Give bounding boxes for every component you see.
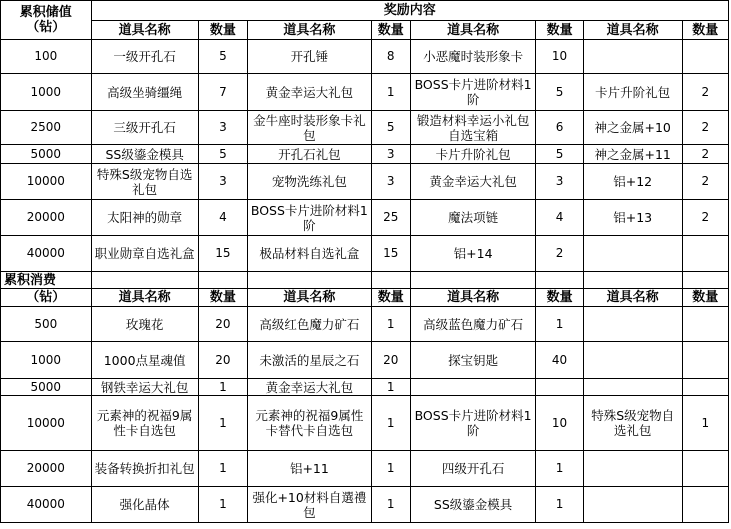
item-name-cell: BOSS卡片进阶材料1阶: [248, 200, 372, 236]
item-quantity-cell: 4: [536, 200, 583, 236]
col-header-quantity: 数量: [682, 21, 728, 40]
item-name-cell: [583, 307, 682, 342]
accum-recharge-unit: （钻）: [26, 20, 66, 35]
col-header-item-name: 道具名称: [583, 21, 682, 40]
item-name-cell: 卡片升阶礼包: [410, 145, 536, 164]
item-quantity-cell: 5: [198, 145, 247, 164]
item-quantity-cell: 1: [371, 487, 410, 523]
item-quantity-cell: [682, 236, 728, 272]
item-quantity-cell: [682, 40, 728, 74]
accum-consume-unit: （钻）: [1, 289, 92, 307]
blank-cell: [248, 272, 372, 289]
consume-header-row: [1, 272, 729, 289]
table-row: [1, 236, 729, 272]
item-quantity-cell: 2: [682, 200, 728, 236]
consume-column-header-row: [1, 289, 729, 307]
blank-cell: [583, 272, 682, 289]
item-name-cell: [583, 379, 682, 396]
item-quantity-cell: 1: [536, 451, 583, 487]
item-quantity-cell: 3: [198, 164, 247, 200]
item-quantity-cell: 2: [682, 74, 728, 111]
table-row: [1, 111, 729, 145]
col-header-item-name: 道具名称: [91, 289, 198, 307]
blank-cell: [198, 272, 247, 289]
item-quantity-cell: [536, 379, 583, 396]
item-quantity-cell: 4: [198, 200, 247, 236]
item-name-cell: 铝+12: [583, 164, 682, 200]
item-name-cell: 四级开孔石: [410, 451, 536, 487]
item-quantity-cell: 20: [198, 307, 247, 342]
item-quantity-cell: 1: [682, 396, 728, 451]
item-name-cell: 卡片升阶礼包: [583, 74, 682, 111]
col-header-quantity: 数量: [682, 289, 728, 307]
col-header-quantity: 数量: [536, 289, 583, 307]
item-name-cell: BOSS卡片进阶材料1阶: [410, 396, 536, 451]
item-name-cell: 强化+10材料自選禮包: [248, 487, 372, 523]
amount-cell: 40000: [1, 487, 92, 523]
item-name-cell: 1000点星魂值: [91, 342, 198, 379]
col-header-item-name: 道具名称: [248, 289, 372, 307]
item-name-cell: 特殊S级宠物自选礼包: [91, 164, 198, 200]
item-quantity-cell: 40: [536, 342, 583, 379]
item-name-cell: SS级鎏金模具: [410, 487, 536, 523]
blank-cell: [682, 272, 728, 289]
item-quantity-cell: 2: [682, 111, 728, 145]
table-row: [1, 487, 729, 523]
item-quantity-cell: 1: [371, 396, 410, 451]
table-row: [1, 74, 729, 111]
item-name-cell: 宠物洗练礼包: [248, 164, 372, 200]
item-quantity-cell: 1: [371, 379, 410, 396]
item-quantity-cell: 15: [371, 236, 410, 272]
item-quantity-cell: 3: [371, 164, 410, 200]
blank-cell: [91, 272, 198, 289]
col-header-quantity: 数量: [371, 289, 410, 307]
amount-cell: 5000: [1, 379, 92, 396]
amount-cell: 40000: [1, 236, 92, 272]
col-header-item-name: 道具名称: [410, 21, 536, 40]
item-quantity-cell: 1: [536, 487, 583, 523]
col-header-item-name: 道具名称: [248, 21, 372, 40]
item-quantity-cell: 3: [536, 164, 583, 200]
item-name-cell: 开孔石礼包: [248, 145, 372, 164]
item-quantity-cell: 10: [536, 40, 583, 74]
col-header-item-name: 道具名称: [91, 21, 198, 40]
item-quantity-cell: 5: [198, 40, 247, 74]
amount-cell: 10000: [1, 396, 92, 451]
item-quantity-cell: [682, 307, 728, 342]
accum-recharge-label: 累积储值: [19, 5, 72, 20]
item-name-cell: 铝+11: [248, 451, 372, 487]
item-quantity-cell: 15: [198, 236, 247, 272]
item-name-cell: 黄金幸运大礼包: [248, 74, 372, 111]
item-name-cell: 黄金幸运大礼包: [410, 164, 536, 200]
accum-recharge-header: [1, 1, 92, 40]
item-name-cell: [583, 40, 682, 74]
item-name-cell: 探宝钥匙: [410, 342, 536, 379]
col-header-quantity: 数量: [371, 21, 410, 40]
item-quantity-cell: 8: [371, 40, 410, 74]
amount-cell: 2500: [1, 111, 92, 145]
item-name-cell: 装备转换折扣礼包: [91, 451, 198, 487]
amount-cell: 5000: [1, 145, 92, 164]
table-row: [1, 200, 729, 236]
item-quantity-cell: 7: [198, 74, 247, 111]
accum-consume-label: 累积消费: [1, 272, 92, 289]
item-name-cell: 黄金幸运大礼包: [248, 379, 372, 396]
item-name-cell: 太阳神的勋章: [91, 200, 198, 236]
table-row: [1, 40, 729, 74]
item-name-cell: 特殊S级宠物自选礼包: [583, 396, 682, 451]
table-row: [1, 342, 729, 379]
item-name-cell: 元素神的祝福9属性卡替代卡自选包: [248, 396, 372, 451]
header-row-top: [1, 1, 729, 21]
item-quantity-cell: 2: [682, 164, 728, 200]
table-row: [1, 379, 729, 396]
col-header-item-name: 道具名称: [583, 289, 682, 307]
item-quantity-cell: 5: [536, 145, 583, 164]
item-quantity-cell: 2: [682, 145, 728, 164]
item-name-cell: 开孔锤: [248, 40, 372, 74]
col-header-quantity: 数量: [198, 289, 247, 307]
item-name-cell: 金牛座时装形象卡礼包: [248, 111, 372, 145]
table-row: [1, 451, 729, 487]
item-quantity-cell: 1: [198, 379, 247, 396]
item-name-cell: [583, 236, 682, 272]
item-name-cell: 极品材料自选礼盒: [248, 236, 372, 272]
table-row: [1, 307, 729, 342]
item-quantity-cell: 3: [371, 145, 410, 164]
amount-cell: 1000: [1, 74, 92, 111]
item-quantity-cell: [682, 451, 728, 487]
item-name-cell: 强化晶体: [91, 487, 198, 523]
item-name-cell: [583, 342, 682, 379]
amount-cell: 20000: [1, 451, 92, 487]
item-quantity-cell: 10: [536, 396, 583, 451]
item-name-cell: 神之金属+10: [583, 111, 682, 145]
amount-cell: 1000: [1, 342, 92, 379]
item-name-cell: 三级开孔石: [91, 111, 198, 145]
item-quantity-cell: 1: [198, 396, 247, 451]
item-quantity-cell: 1: [198, 487, 247, 523]
item-name-cell: 铝+14: [410, 236, 536, 272]
col-header-quantity: 数量: [536, 21, 583, 40]
item-name-cell: 玫瑰花: [91, 307, 198, 342]
item-quantity-cell: 5: [371, 111, 410, 145]
item-name-cell: 神之金属+11: [583, 145, 682, 164]
item-quantity-cell: 1: [536, 307, 583, 342]
amount-cell: 100: [1, 40, 92, 74]
blank-cell: [536, 272, 583, 289]
item-name-cell: 高级蓝色魔力矿石: [410, 307, 536, 342]
item-name-cell: 未激活的星辰之石: [248, 342, 372, 379]
item-name-cell: [410, 379, 536, 396]
amount-cell: 20000: [1, 200, 92, 236]
item-name-cell: 小恶魔时装形象卡: [410, 40, 536, 74]
item-quantity-cell: 5: [536, 74, 583, 111]
item-name-cell: BOSS卡片进阶材料1阶: [410, 74, 536, 111]
item-quantity-cell: 6: [536, 111, 583, 145]
blank-cell: [410, 272, 536, 289]
item-quantity-cell: 1: [371, 307, 410, 342]
item-quantity-cell: 1: [371, 451, 410, 487]
col-header-quantity: 数量: [198, 21, 247, 40]
reward-table-body: [1, 1, 729, 523]
item-quantity-cell: 20: [371, 342, 410, 379]
col-header-item-name: 道具名称: [410, 289, 536, 307]
item-quantity-cell: 2: [536, 236, 583, 272]
item-name-cell: 一级开孔石: [91, 40, 198, 74]
item-quantity-cell: [682, 379, 728, 396]
item-name-cell: 元素神的祝福9属性卡自选包: [91, 396, 198, 451]
table-row: [1, 396, 729, 451]
blank-cell: [371, 272, 410, 289]
item-name-cell: 铝+13: [583, 200, 682, 236]
amount-cell: 500: [1, 307, 92, 342]
item-name-cell: 钢铁幸运大礼包: [91, 379, 198, 396]
amount-cell: 10000: [1, 164, 92, 200]
item-name-cell: [583, 487, 682, 523]
item-quantity-cell: [682, 342, 728, 379]
item-quantity-cell: 20: [198, 342, 247, 379]
item-quantity-cell: [682, 487, 728, 523]
item-quantity-cell: 25: [371, 200, 410, 236]
item-name-cell: 锻造材料幸运小礼包自选宝箱: [410, 111, 536, 145]
reward-title: 奖励内容: [91, 1, 728, 21]
item-name-cell: SS级鎏金模具: [91, 145, 198, 164]
item-name-cell: 魔法项链: [410, 200, 536, 236]
item-name-cell: [583, 451, 682, 487]
column-header-row: [1, 21, 729, 40]
item-quantity-cell: 1: [371, 74, 410, 111]
table-row: [1, 164, 729, 200]
table-row: [1, 145, 729, 164]
item-name-cell: 高级坐骑缰绳: [91, 74, 198, 111]
item-name-cell: 高级红色魔力矿石: [248, 307, 372, 342]
item-name-cell: 职业勋章自选礼盒: [91, 236, 198, 272]
item-quantity-cell: 3: [198, 111, 247, 145]
item-quantity-cell: 1: [198, 451, 247, 487]
